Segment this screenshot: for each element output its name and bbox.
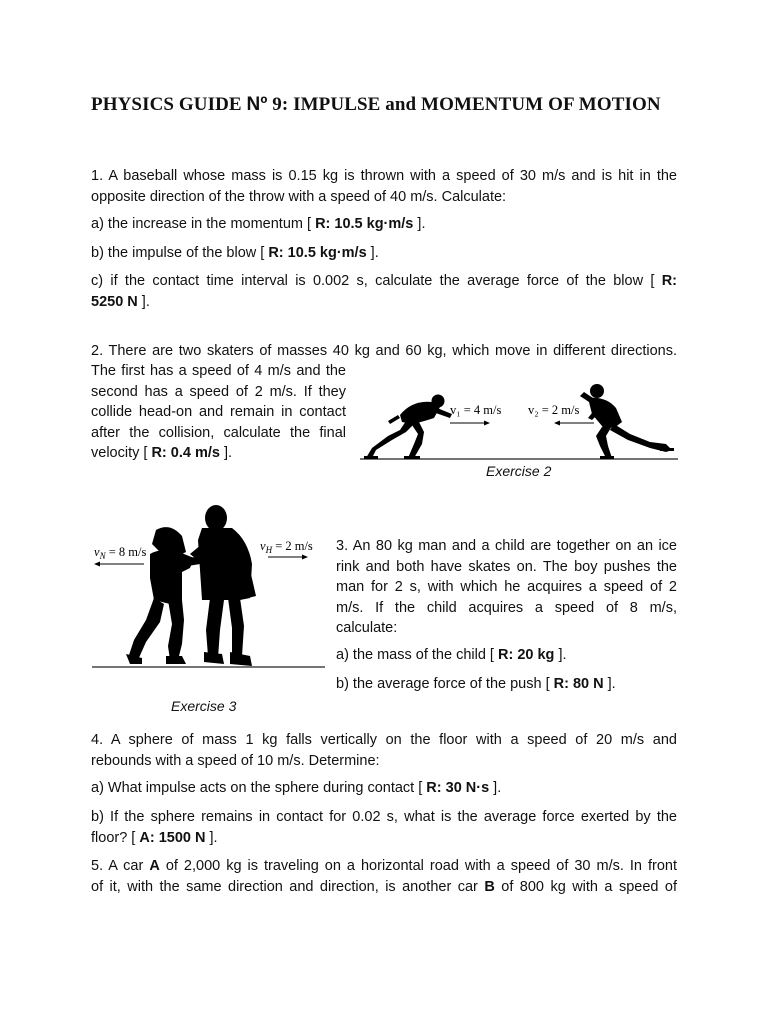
exercise-3-figure [90,500,326,670]
skater-right-silhouette [580,384,674,459]
problem-2-line-2: The first has a speed of 4 m/s and the [91,363,346,379]
problem-3-b-text: b) the average force of the push [ [336,676,554,692]
problem-5-line-2-start: of it, with the same direction and direction, is another car [91,878,485,895]
problem-3-part-b [336,674,677,695]
problem-3-line-2: rink and both have skates on. The boy pushes the [336,558,677,575]
v1-label: v₁ = 4 m/s [450,403,502,417]
problem-1-part-a [91,214,677,235]
vn-arrow-head [94,562,100,567]
car-b-label: B [484,878,495,895]
problem-2-line-3: second has a speed of 2 m/s. If they [91,383,346,400]
problem-4-line-1: 4. A sphere of mass 1 kg falls vertically on the floor with a speed of 20 m/s and [91,732,677,748]
problem-4-b-end: ]. [205,829,218,846]
problem-1-line-2: opposite direction of the throw with a speed of 40 m/s. Calculate: [91,188,507,205]
problem-4-a-text: a) What impulse acts on the sphere during contact [ [91,780,427,796]
problem-2-statement [91,361,346,464]
problem-3-line-1: 3. An 80 kg man and a child are together on an ice [336,538,677,554]
problem-1-statement [91,166,677,207]
problem-3-a-answer: R: 20 kg [498,647,555,663]
problem-4-statement [91,730,677,771]
problem-5-line-2-end: of 800 kg with a speed of [494,878,677,895]
problem-5-statement [91,856,677,897]
problem-2-line-1-block [91,341,677,362]
problem-1-line-1: 1. A baseball whose mass is 0.15 kg is thrown with a speed of 30 m/s and is hit in the [91,168,677,184]
car-a-label: A [149,858,160,874]
problem-1-c-end: ]. [137,293,150,310]
problem-2-line-4: collide head-on and remain in contact [91,404,346,420]
problem-3-a-end: ]. [554,647,567,663]
problem-4-b-line-1: b) If the sphere remains in contact for 0.02 s, what is the average force exerted by the [91,809,677,825]
problem-4-part-b [91,807,677,848]
title-suffix: 9: IMPULSE and MOMENTUM OF MOTION [267,94,661,115]
problem-5-line-1-end: of 2,000 kg is traveling on a horizontal road with a speed of 30 m/s. In front [159,858,677,874]
problem-1-part-b [91,243,677,264]
problem-3-b-answer: R: 80 N [553,676,604,692]
skater-left-silhouette [364,395,452,460]
problem-1-c-text: c) if the contact time interval is 0.002 s, calculate the average force of the blow [ [91,273,662,289]
page-title [91,94,661,116]
vn-label: $v_N = 8$ m/s [94,545,147,561]
problem-2-answer: R: 0.4 m/s [151,445,220,461]
problem-3-part-a [336,645,677,666]
problem-2-line-5: after the collision, calculate the final [91,424,346,441]
problem-1-c-answer-start: R: [661,273,677,289]
title-number-sign: Nº [246,94,268,115]
problem-5-line-1-start: 5. A car [91,858,150,874]
problem-4-b-line-2 [91,828,677,849]
problem-1-b-text: b) the impulse of the blow [ [91,245,269,261]
exercise-2-figure [360,378,680,463]
problem-4-a-end: ]. [489,780,502,796]
problem-3-line-5: calculate: [336,620,398,636]
vh-arrow-head [302,555,308,560]
problem-2-line-1: 2. There are two skaters of masses 40 kg and 60 kg, which move in different directions. [91,343,677,359]
problem-3-a-text: a) the mass of the child [ [336,647,498,663]
v2-label: v₂ = 2 m/s [528,403,580,417]
v1-arrow-head [484,421,490,426]
problem-1-part-c [91,271,677,312]
problem-1-b-answer: R: 10.5 kg·m/s [268,245,367,261]
problem-4-b-answer: A: 1500 N [139,829,206,846]
problem-4-line-2: rebounds with a speed of 10 m/s. Determine: [91,752,380,769]
problem-2-line-6 [91,443,346,464]
problem-1-b-end: ]. [366,245,379,261]
vh-label: $v_H = 2$ m/s [260,539,313,555]
problem-3-statement [336,536,677,639]
problem-2-velocity-text: velocity [ [91,445,152,461]
problem-3-line-4: m/s. If the child acquires a speed of 8 m/s, [336,599,677,616]
problem-3-b-end: ]. [603,676,616,692]
problem-1-c-answer-end: 5250 N [91,293,138,310]
problem-2-end: ]. [219,445,233,461]
man-silhouette [190,505,256,666]
title-prefix: PHYSICS GUIDE [91,94,247,115]
problem-5-line-2 [91,877,677,898]
problem-4-a-answer: R: 30 N·s [426,780,490,796]
problem-1-a-end: ]. [413,216,426,232]
v2-arrow-head [554,421,560,426]
exercise-3-caption: Exercise 3 [171,698,237,714]
problem-4-b-text: floor? [ [91,829,140,846]
problem-5-line-1 [91,856,677,877]
problem-1-a-text: a) the increase in the momentum [ [91,216,316,232]
problem-1-c-line-1 [91,271,677,292]
problem-1-c-line-2 [91,292,677,313]
problem-4-part-a [91,778,677,799]
exercise-2-caption: Exercise 2 [486,463,552,479]
problem-1-a-answer: R: 10.5 kg·m/s [315,216,414,232]
problem-3-line-3: man for 2 s, with which he acquires a speed of 2 [336,579,677,595]
